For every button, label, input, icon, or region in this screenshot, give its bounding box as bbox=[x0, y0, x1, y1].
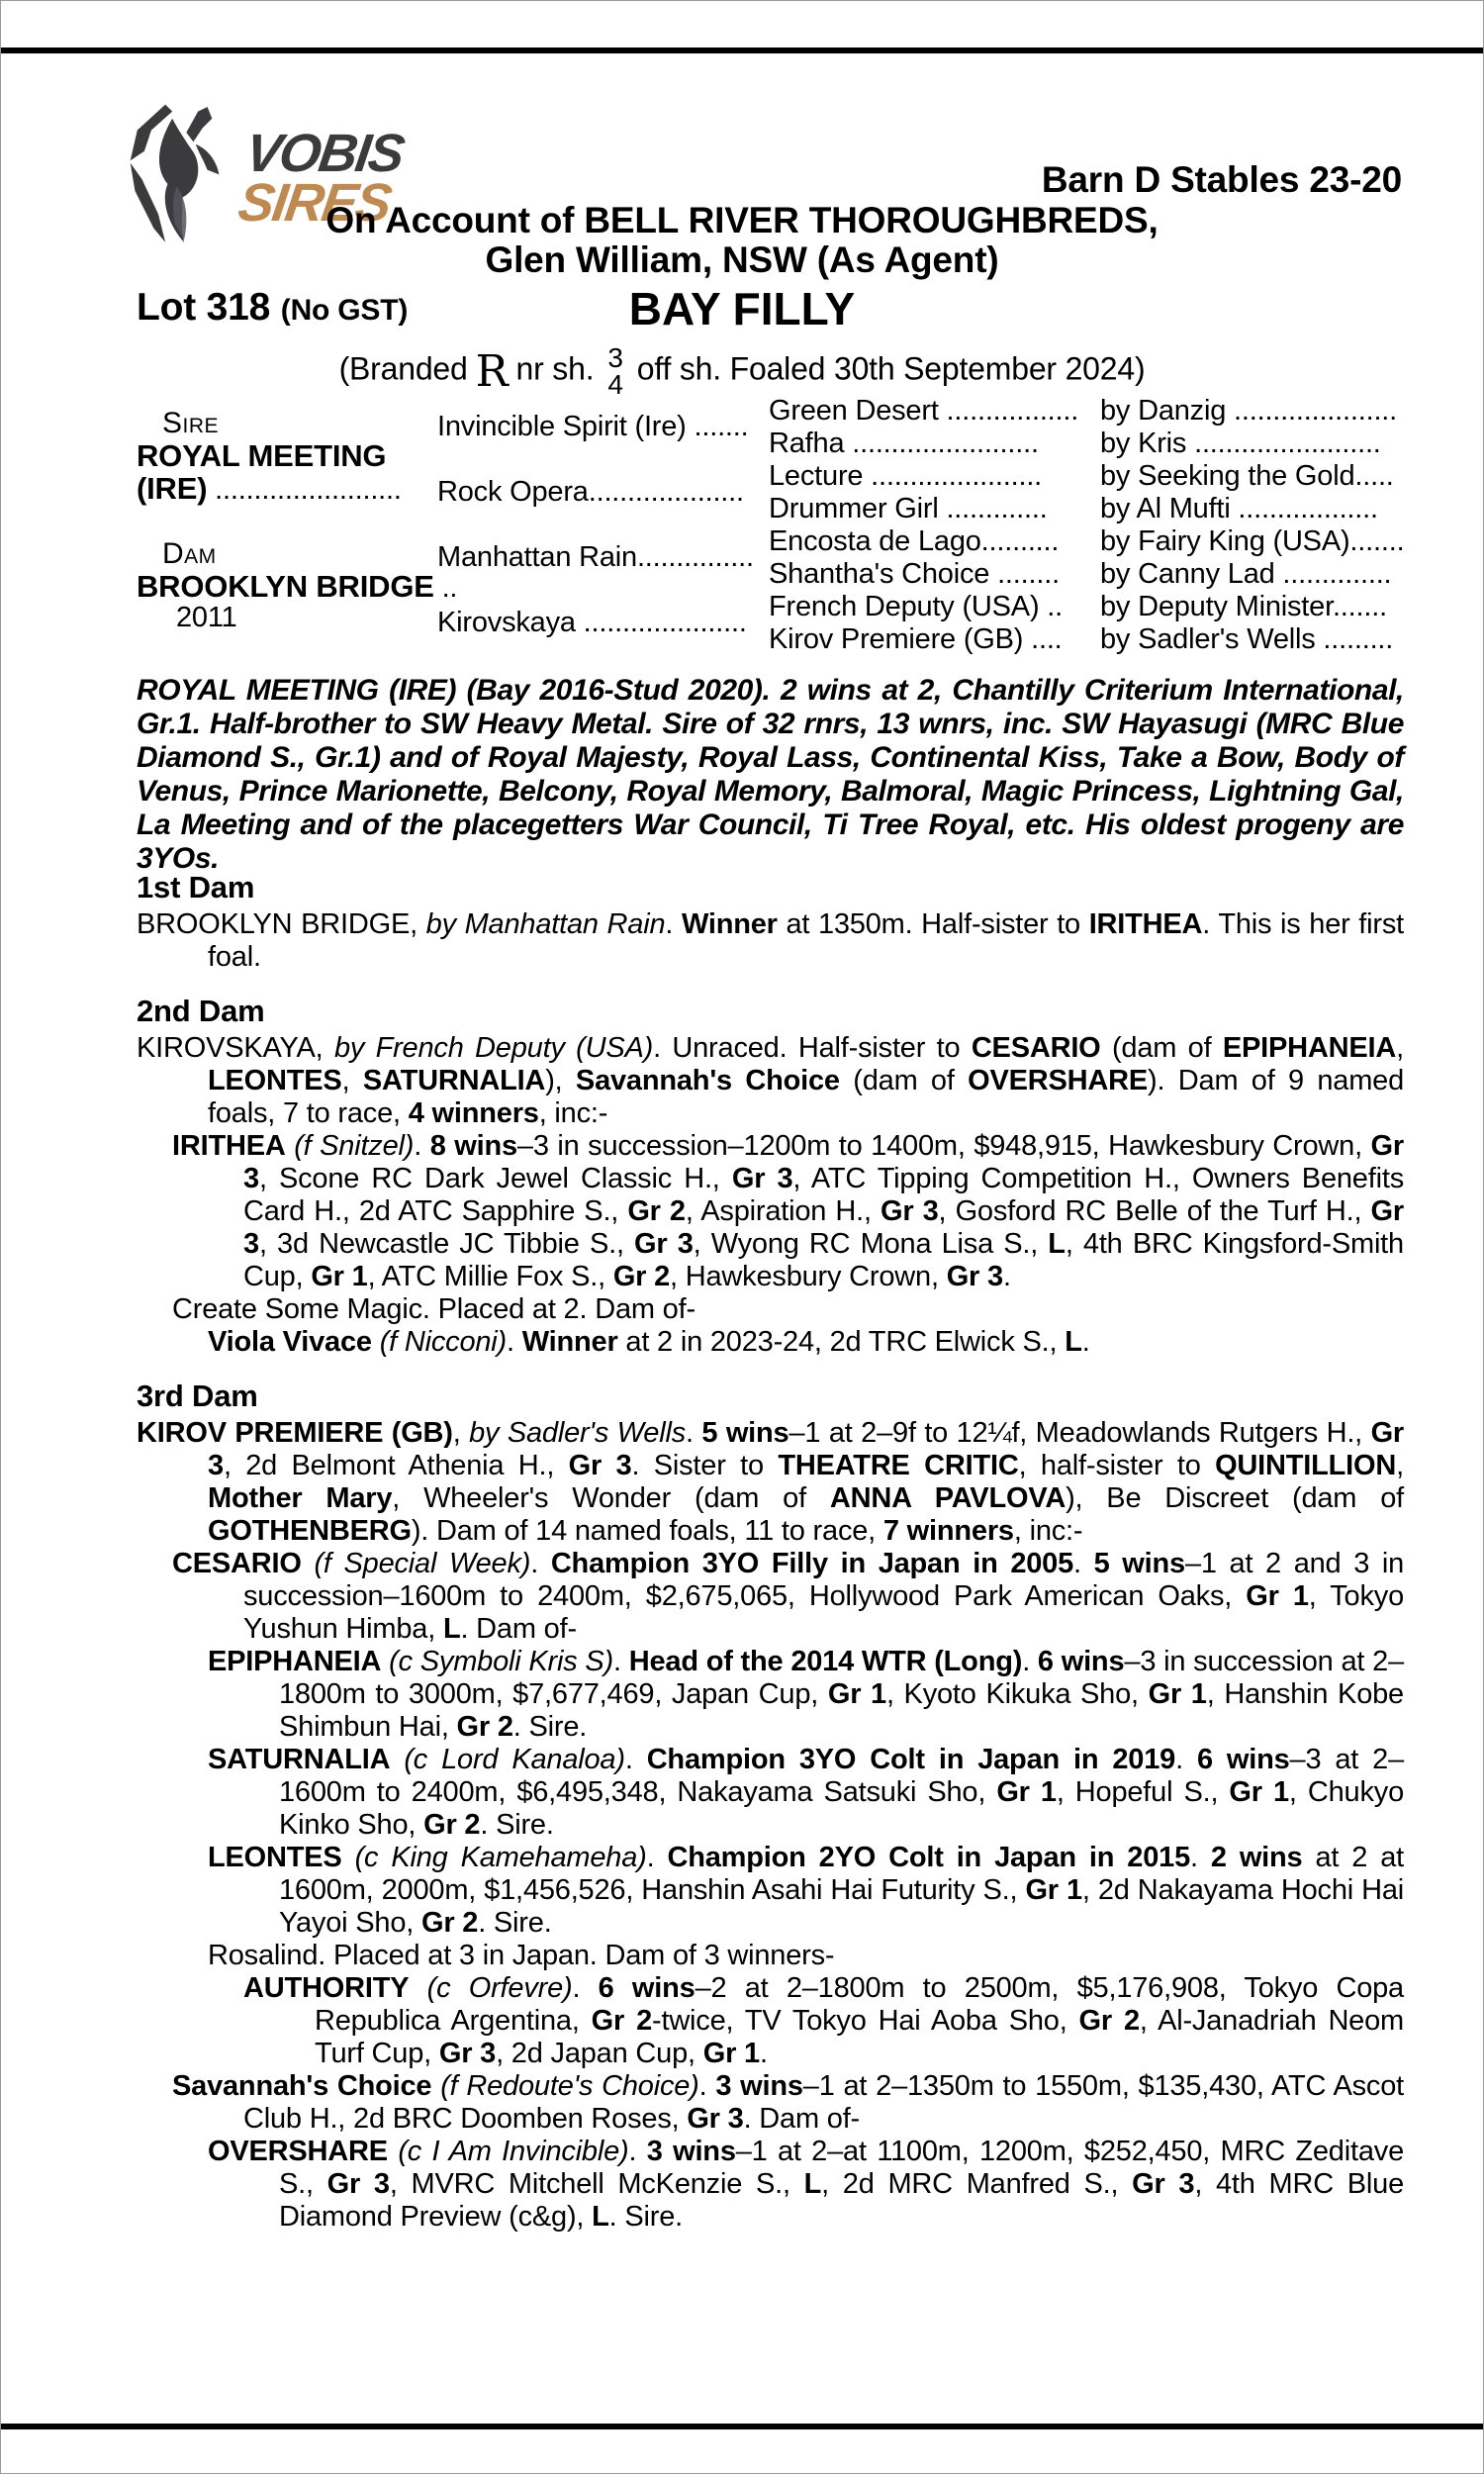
text-segment: . bbox=[1002, 1261, 1011, 1292]
text-segment: Gr 1 bbox=[1229, 1776, 1289, 1808]
text-segment bbox=[409, 1972, 426, 2004]
text-segment: , ATC Millie Fox S., bbox=[367, 1261, 613, 1292]
text-segment: L bbox=[1065, 1326, 1082, 1358]
text-segment: , 3d Newcastle JC Tibbie S., bbox=[258, 1228, 635, 1260]
text-segment: . bbox=[646, 1842, 668, 1873]
text-segment: (dam of bbox=[1100, 1032, 1223, 1064]
text-segment: , Gosford RC Belle of the Turf H., bbox=[938, 1195, 1371, 1227]
text-segment: KIROVSKAYA, bbox=[137, 1032, 334, 1064]
dam-name-line bbox=[137, 569, 457, 605]
text-segment: , bbox=[1396, 1450, 1404, 1481]
text-segment: Gr 2 bbox=[612, 1261, 671, 1292]
text-segment: . Sire. bbox=[512, 1711, 588, 1743]
text-segment: by Sadler's Wells bbox=[469, 1417, 687, 1449]
text-segment: Gr 2 bbox=[591, 2005, 652, 2037]
text-segment: Winner bbox=[681, 908, 778, 940]
text-segment: ), Be Discreet (dam of bbox=[1066, 1482, 1404, 1514]
text-segment: , Hanshin Kobe Shimbun Hai, bbox=[279, 1678, 1404, 1743]
text-segment: OVERSHARE bbox=[968, 1065, 1149, 1096]
text-segment: Winner bbox=[521, 1326, 618, 1358]
text-segment: –3 in succession–1200m to 1400m, $948,915, Hawkesbury Crown, bbox=[516, 1130, 1371, 1162]
text-segment: Head of the 2014 WTR (Long) bbox=[628, 1646, 1023, 1677]
text-segment: , half-sister to bbox=[1018, 1450, 1216, 1481]
brand-fraction-top: 3 bbox=[607, 342, 623, 373]
text-segment: Gr 2 bbox=[1078, 2005, 1140, 2037]
text-segment: . bbox=[698, 2070, 716, 2102]
gen4-name: Lecture ...................... bbox=[769, 460, 1043, 492]
sire-name: ROYAL MEETING bbox=[137, 438, 387, 473]
text-segment: LEONTES bbox=[208, 1842, 342, 1873]
gen4-by: by Seeking the Gold..... bbox=[1100, 460, 1394, 492]
logo-word-vobis: VOBIS bbox=[241, 124, 407, 183]
text-segment: L bbox=[442, 1613, 461, 1645]
sire-summary-paragraph: ROYAL MEETING (IRE) (Bay 2016-Stud 2020). 2 wins at 2, Chantilly Criterium International, Gr.1. Half-brother to SW Heavy Metal. Sire of 32 rnrs, 13 wnrs, inc. SW Hayasugi (MRC Blue Diamond S., Gr.1) and of Royal Majesty, Royal Lass, Continental Kiss, Take a Bow, Body of Venus, Prince Marionette, Belcony, Royal Memory, Balmoral, Magic Princess, Lightning Gal, La Meeting and of the placegetters War Council, Ti Tree Royal, etc. His oldest progeny are 3YOs. bbox=[137, 674, 1404, 875]
text-segment: Gr 3 bbox=[634, 1228, 694, 1260]
text-segment: at 2 in 2023-24, 2d TRC Elwick S., bbox=[617, 1326, 1066, 1358]
text-segment: , Hopeful S., bbox=[1056, 1776, 1230, 1808]
top-rule bbox=[1, 48, 1483, 53]
dam-year: 2011 bbox=[176, 602, 237, 633]
text-segment: L bbox=[1048, 1228, 1066, 1260]
text-segment: , inc:- bbox=[538, 1097, 608, 1129]
gen4-by: by Danzig ..................... bbox=[1100, 395, 1398, 427]
text-segment: ). Dam of 14 named foals, 11 to race, bbox=[411, 1515, 883, 1547]
text-segment: Gr 3 bbox=[243, 1130, 1404, 1194]
section-heading-1st-dam: 1st Dam bbox=[137, 870, 255, 904]
text-segment: 2 wins bbox=[1210, 1842, 1303, 1873]
gen4-name: French Deputy (USA) .. bbox=[769, 591, 1063, 622]
text-segment: . bbox=[686, 1417, 702, 1449]
branded-prefix: (Branded bbox=[338, 350, 468, 387]
section-heading-2nd-dam: 2nd Dam bbox=[137, 994, 265, 1028]
text-segment: , bbox=[452, 1417, 470, 1449]
text-segment: . Unraced. Half-sister to bbox=[653, 1032, 972, 1064]
account-line-1: On Account of BELL RIVER THOROUGHBREDS, bbox=[325, 200, 1159, 240]
text-segment: –1 at 2–at 1100m, 1200m, $252,450, MRC Zeditave S., bbox=[279, 2136, 1404, 2200]
text-segment: , Scone RC Dark Jewel Classic H., bbox=[258, 1163, 732, 1194]
text-segment: (c Orfevre) bbox=[426, 1972, 573, 2004]
text-segment: 5 wins bbox=[701, 1417, 789, 1449]
dam2-paragraph bbox=[137, 1032, 1404, 1130]
progeny-entry-create-some-magic bbox=[137, 1293, 1404, 1326]
text-segment: , Al-Janadriah Neom Turf Cup, bbox=[315, 2005, 1404, 2069]
progeny-entry-savannahs-choice bbox=[137, 2070, 1404, 2136]
text-segment: Gr 2 bbox=[420, 1907, 479, 1939]
gen3-dam-sire: Manhattan Rain............... bbox=[437, 541, 754, 573]
pedigree-table bbox=[137, 395, 1404, 664]
text-segment: at 2 at 1600m, 2000m, $1,456,526, Hanshin Asahi Hai Futurity S., bbox=[279, 1842, 1405, 1906]
text-segment: ), bbox=[545, 1065, 576, 1096]
text-segment: . Dam of- bbox=[460, 1613, 577, 1645]
text-segment: , 2d MRC Manfred S., bbox=[821, 2168, 1133, 2200]
section-heading-3rd-dam: 3rd Dam bbox=[137, 1379, 258, 1413]
text-segment: THEATRE CRITIC bbox=[778, 1450, 1019, 1481]
gen4-name: Shantha's Choice ........ bbox=[769, 558, 1060, 590]
text-segment: –2 at 2–1800m to 2500m, $5,176,908, Tokyo Copa Republica Argentina, bbox=[315, 1972, 1404, 2037]
text-segment: (c Lord Kanaloa) bbox=[404, 1744, 625, 1775]
gen3-sire-dam: Rock Opera.................... bbox=[437, 476, 744, 508]
text-segment: Champion 3YO Colt in Japan in 2019 bbox=[646, 1744, 1176, 1775]
text-segment: , 2d Belmont Athenia H., bbox=[223, 1450, 569, 1481]
text-segment: Gr 1 bbox=[1246, 1580, 1309, 1612]
text-segment: –1 at 2–1350m to 1550m, $135,430, ATC Ascot Club H., 2d BRC Doomben Roses, bbox=[243, 2070, 1405, 2135]
text-segment: Savannah's Choice bbox=[575, 1065, 840, 1096]
text-segment: . Sire. bbox=[480, 1809, 554, 1841]
barn-label: Barn D Stables 23-20 bbox=[1041, 159, 1402, 200]
text-segment: Gr 2 bbox=[456, 1711, 513, 1743]
text-segment: Gr 2 bbox=[627, 1195, 686, 1227]
text-segment: . bbox=[414, 1130, 430, 1162]
text-segment bbox=[286, 1130, 295, 1162]
branded-mid: nr sh. bbox=[515, 350, 595, 387]
logo-word-sires: SIRES bbox=[234, 172, 394, 233]
progeny-entry-leontes bbox=[137, 1842, 1404, 1940]
text-segment: AUTHORITY bbox=[243, 1972, 410, 2004]
text-segment: –3 in succession at 2–1800m to 3000m, $7,677,469, Japan Cup, bbox=[279, 1646, 1404, 1710]
text-segment: (c I Am Invincible) bbox=[398, 2136, 629, 2167]
text-segment bbox=[381, 1646, 389, 1677]
text-segment bbox=[431, 2070, 440, 2102]
text-segment: 6 wins bbox=[1037, 1646, 1125, 1677]
text-segment: . bbox=[1073, 1548, 1094, 1579]
text-segment: . bbox=[759, 2038, 768, 2069]
text-segment: , Hawkesbury Crown, bbox=[670, 1261, 947, 1292]
text-segment: (f Redoute's Choice) bbox=[440, 2070, 699, 2102]
progeny-entry-epiphaneia bbox=[137, 1646, 1404, 1744]
text-segment: (c Symboli Kris S) bbox=[389, 1646, 613, 1677]
progeny-entry-viola-vivace bbox=[137, 1326, 1404, 1359]
gen3-dam-dam: Kirovskaya ..................... bbox=[437, 607, 747, 638]
branded-suffix: off sh. Foaled 30th September 2024) bbox=[636, 350, 1146, 387]
text-segment: , bbox=[1396, 1032, 1404, 1064]
text-segment: , 4th MRC Blue Diamond Preview (c&g), bbox=[279, 2168, 1405, 2233]
progeny-entry-rosalind bbox=[137, 1940, 1404, 1972]
text-segment: (dam of bbox=[839, 1065, 969, 1096]
text-segment: . bbox=[628, 2136, 647, 2167]
text-segment: 8 wins bbox=[429, 1130, 517, 1162]
text-segment: , 2d Nakayama Hochi Hai Yayoi Sho, bbox=[279, 1874, 1404, 1939]
text-segment: Champion 2YO Colt in Japan in 2015 bbox=[667, 1842, 1190, 1873]
text-segment: , ATC Tipping Competition H., Owners Benefits Card H., 2d ATC Sapphire S., bbox=[243, 1163, 1404, 1227]
text-segment: (f Snitzel) bbox=[294, 1130, 415, 1162]
text-segment: Gr 1 bbox=[827, 1678, 886, 1710]
text-segment: , 2d Japan Cup, bbox=[496, 2038, 703, 2069]
text-segment: (c King Kamehameha) bbox=[354, 1842, 647, 1873]
gen4-by: by Kris ........................ bbox=[1100, 428, 1381, 459]
text-segment: at 1350m. Half-sister to bbox=[777, 908, 1089, 940]
text-segment: 5 wins bbox=[1093, 1548, 1185, 1579]
text-segment bbox=[342, 1842, 355, 1873]
text-segment: Gr 3 bbox=[326, 2168, 390, 2200]
progeny-entry-overshare bbox=[137, 2136, 1404, 2234]
text-segment: 7 winners bbox=[882, 1515, 1014, 1547]
text-segment: Gr 3 bbox=[438, 2038, 497, 2069]
text-segment: , Tokyo Yushun Himba, bbox=[243, 1580, 1405, 1645]
text-segment bbox=[390, 1744, 404, 1775]
gen4-name: Rafha ........................ bbox=[769, 428, 1039, 459]
text-segment: EPIPHANEIA bbox=[208, 1646, 382, 1677]
text-segment: Gr 3 bbox=[687, 2103, 744, 2135]
text-segment: . Dam of- bbox=[743, 2103, 861, 2135]
gen4-by: by Sadler's Wells ......... bbox=[1100, 623, 1394, 655]
text-segment: Gr 3 bbox=[881, 1195, 939, 1227]
text-segment: IRITHEA bbox=[172, 1130, 286, 1162]
text-segment: , Wheeler's Wonder (dam of bbox=[392, 1482, 830, 1514]
dam-name: BROOKLYN BRIDGE bbox=[137, 569, 434, 604]
text-segment: Gr 1 bbox=[1148, 1678, 1207, 1710]
text-segment: –3 at 2–1600m to 2400m, $6,495,348, Nakayama Satsuki Sho, bbox=[279, 1744, 1405, 1808]
text-segment bbox=[372, 1326, 380, 1358]
bottom-rule bbox=[1, 2424, 1483, 2429]
text-segment: . bbox=[507, 1326, 522, 1358]
text-segment: Gr 1 bbox=[996, 1776, 1057, 1808]
sire-dots: ........................ bbox=[207, 474, 402, 506]
gen4-by: by Fairy King (USA)....... bbox=[1100, 525, 1405, 557]
text-segment: Gr 2 bbox=[423, 1809, 481, 1841]
text-segment: Gr 3 bbox=[946, 1261, 1003, 1292]
text-segment: Gr 1 bbox=[1025, 1874, 1082, 1906]
gen4-by: by Deputy Minister....... bbox=[1100, 591, 1387, 622]
text-segment: EPIPHANEIA bbox=[1222, 1032, 1397, 1064]
text-segment: . bbox=[665, 908, 682, 940]
text-segment: Create Some Magic. Placed at 2. Dam of- bbox=[172, 1293, 696, 1325]
page-title: BAY FILLY bbox=[628, 283, 856, 334]
text-segment: , bbox=[341, 1065, 363, 1096]
text-segment: . bbox=[530, 1548, 551, 1579]
text-segment: Savannah's Choice bbox=[172, 2070, 432, 2102]
lot-number-text: Lot 318 bbox=[137, 286, 271, 329]
text-segment: Viola Vivace bbox=[208, 1326, 372, 1358]
text-segment: . bbox=[613, 1646, 629, 1677]
gen4-by: by Canny Lad .............. bbox=[1100, 558, 1392, 590]
text-segment: KIROV PREMIERE (GB) bbox=[137, 1417, 453, 1449]
text-segment: , Aspiration H., bbox=[685, 1195, 881, 1227]
text-segment: . bbox=[1175, 1744, 1197, 1775]
sire-label: Sire bbox=[162, 407, 220, 439]
text-segment: CESARIO bbox=[172, 1548, 302, 1579]
text-segment: . Sire. bbox=[608, 2201, 683, 2233]
progeny-entry-saturnalia bbox=[137, 1744, 1404, 1842]
text-segment: OVERSHARE bbox=[208, 2136, 388, 2167]
text-segment: (f Special Week) bbox=[314, 1548, 531, 1579]
sire-reg: (IRE) bbox=[137, 471, 208, 506]
text-segment: , Wyong RC Mona Lisa S., bbox=[693, 1228, 1049, 1260]
text-segment: , 4th BRC Kingsford-Smith Cup, bbox=[243, 1228, 1404, 1292]
text-segment: . bbox=[1081, 1326, 1090, 1358]
brand-fraction-bottom: 4 bbox=[607, 368, 623, 400]
text-segment: IRITHEA bbox=[1088, 908, 1203, 940]
branded-line bbox=[1, 342, 1483, 400]
dam-sections bbox=[137, 870, 1404, 2234]
text-segment bbox=[388, 2136, 398, 2167]
gst-text: (No GST) bbox=[280, 294, 409, 327]
brand-fraction bbox=[594, 342, 636, 400]
progeny-entry-irithea bbox=[137, 1130, 1404, 1293]
text-segment: Gr 3 bbox=[208, 1417, 1405, 1481]
text-segment: Gr 3 bbox=[243, 1195, 1404, 1260]
text-segment: 4 winners bbox=[408, 1097, 539, 1129]
text-segment: 3 wins bbox=[646, 2136, 736, 2167]
progeny-entry-authority bbox=[137, 1972, 1404, 2070]
text-segment: –1 at 2 and 3 in succession–1600m to 2400m, $2,675,065, Hollywood Park American Oaks, bbox=[243, 1548, 1405, 1612]
text-segment: GOTHENBERG bbox=[208, 1515, 412, 1547]
text-segment: QUINTILLION bbox=[1215, 1450, 1397, 1481]
progeny-entry-cesario bbox=[137, 1548, 1404, 1646]
gen4-name: Encosta de Lago.......... bbox=[769, 525, 1060, 557]
text-segment: LEONTES bbox=[208, 1065, 342, 1096]
text-segment: SATURNALIA bbox=[208, 1744, 391, 1775]
text-segment: Mother Mary bbox=[208, 1482, 393, 1514]
text-segment: . Sister to bbox=[631, 1450, 779, 1481]
text-segment: SATURNALIA bbox=[362, 1065, 546, 1096]
text-segment: BROOKLYN BRIDGE, bbox=[137, 908, 426, 940]
account-line-2: Glen William, NSW (As Agent) bbox=[485, 239, 999, 280]
text-segment: 6 wins bbox=[598, 1972, 696, 2004]
dam-dots: .. bbox=[433, 572, 458, 604]
gen3-sire-sire: Invincible Spirit (Ire) ....... bbox=[437, 411, 749, 442]
text-segment: , Kyoto Kikuka Sho, bbox=[885, 1678, 1149, 1710]
text-segment: Rosalind. Placed at 3 in Japan. Dam of 3 winners- bbox=[208, 1940, 835, 1971]
dam1-paragraph bbox=[137, 908, 1404, 974]
text-segment: Gr 3 bbox=[568, 1450, 632, 1481]
gen4-name: Kirov Premiere (GB) .... bbox=[769, 623, 1063, 655]
text-segment: CESARIO bbox=[971, 1032, 1101, 1064]
text-segment: . bbox=[572, 1972, 599, 2004]
text-segment: . Sire. bbox=[478, 1907, 552, 1939]
text-segment: . bbox=[1022, 1646, 1038, 1677]
sire-reg-line bbox=[137, 471, 402, 507]
gen4-name: Green Desert ................. bbox=[769, 395, 1079, 427]
text-segment: . bbox=[1190, 1842, 1211, 1873]
text-segment: . bbox=[624, 1744, 647, 1775]
gen4-by: by Al Mufti .................. bbox=[1100, 493, 1378, 524]
text-segment: L bbox=[803, 2168, 822, 2200]
dam-label: Dam bbox=[162, 537, 217, 570]
text-segment: , MVRC Mitchell McKenzie S., bbox=[389, 2168, 804, 2200]
text-segment: , Chukyo Kinko Sho, bbox=[279, 1776, 1405, 1841]
text-segment: (f Nicconi) bbox=[379, 1326, 508, 1358]
gen4-name: Drummer Girl ............. bbox=[769, 493, 1048, 524]
sire-name-line bbox=[137, 438, 386, 474]
text-segment: . This is her first foal. bbox=[208, 908, 1404, 973]
text-segment: Gr 3 bbox=[731, 1163, 793, 1194]
text-segment: by French Deputy (USA) bbox=[333, 1032, 654, 1064]
text-segment: by Manhattan Rain bbox=[425, 908, 666, 940]
text-segment: -twice, TV Tokyo Hai Aoba Sho, bbox=[652, 2005, 1079, 2037]
text-segment: ANNA PAVLOVA bbox=[829, 1482, 1067, 1514]
text-segment: Gr 3 bbox=[1132, 2168, 1195, 2200]
text-segment: 6 wins bbox=[1196, 1744, 1290, 1775]
text-segment: –1 at 2–9f to 12¼f, Meadowlands Rutgers H., bbox=[788, 1417, 1371, 1449]
text-segment: Champion 3YO Filly in Japan in 2005 bbox=[550, 1548, 1074, 1579]
text-segment: L bbox=[592, 2201, 609, 2233]
text-segment: Gr 1 bbox=[702, 2038, 760, 2069]
text-segment: 3 wins bbox=[715, 2070, 803, 2102]
text-segment: , inc:- bbox=[1013, 1515, 1083, 1547]
text-segment: Gr 1 bbox=[311, 1261, 368, 1292]
text-segment bbox=[302, 1548, 315, 1579]
text-segment: ). Dam of 9 named foals, 7 to race, bbox=[208, 1065, 1405, 1129]
brand-symbol: R bbox=[475, 345, 509, 397]
dam3-paragraph bbox=[137, 1417, 1404, 1548]
